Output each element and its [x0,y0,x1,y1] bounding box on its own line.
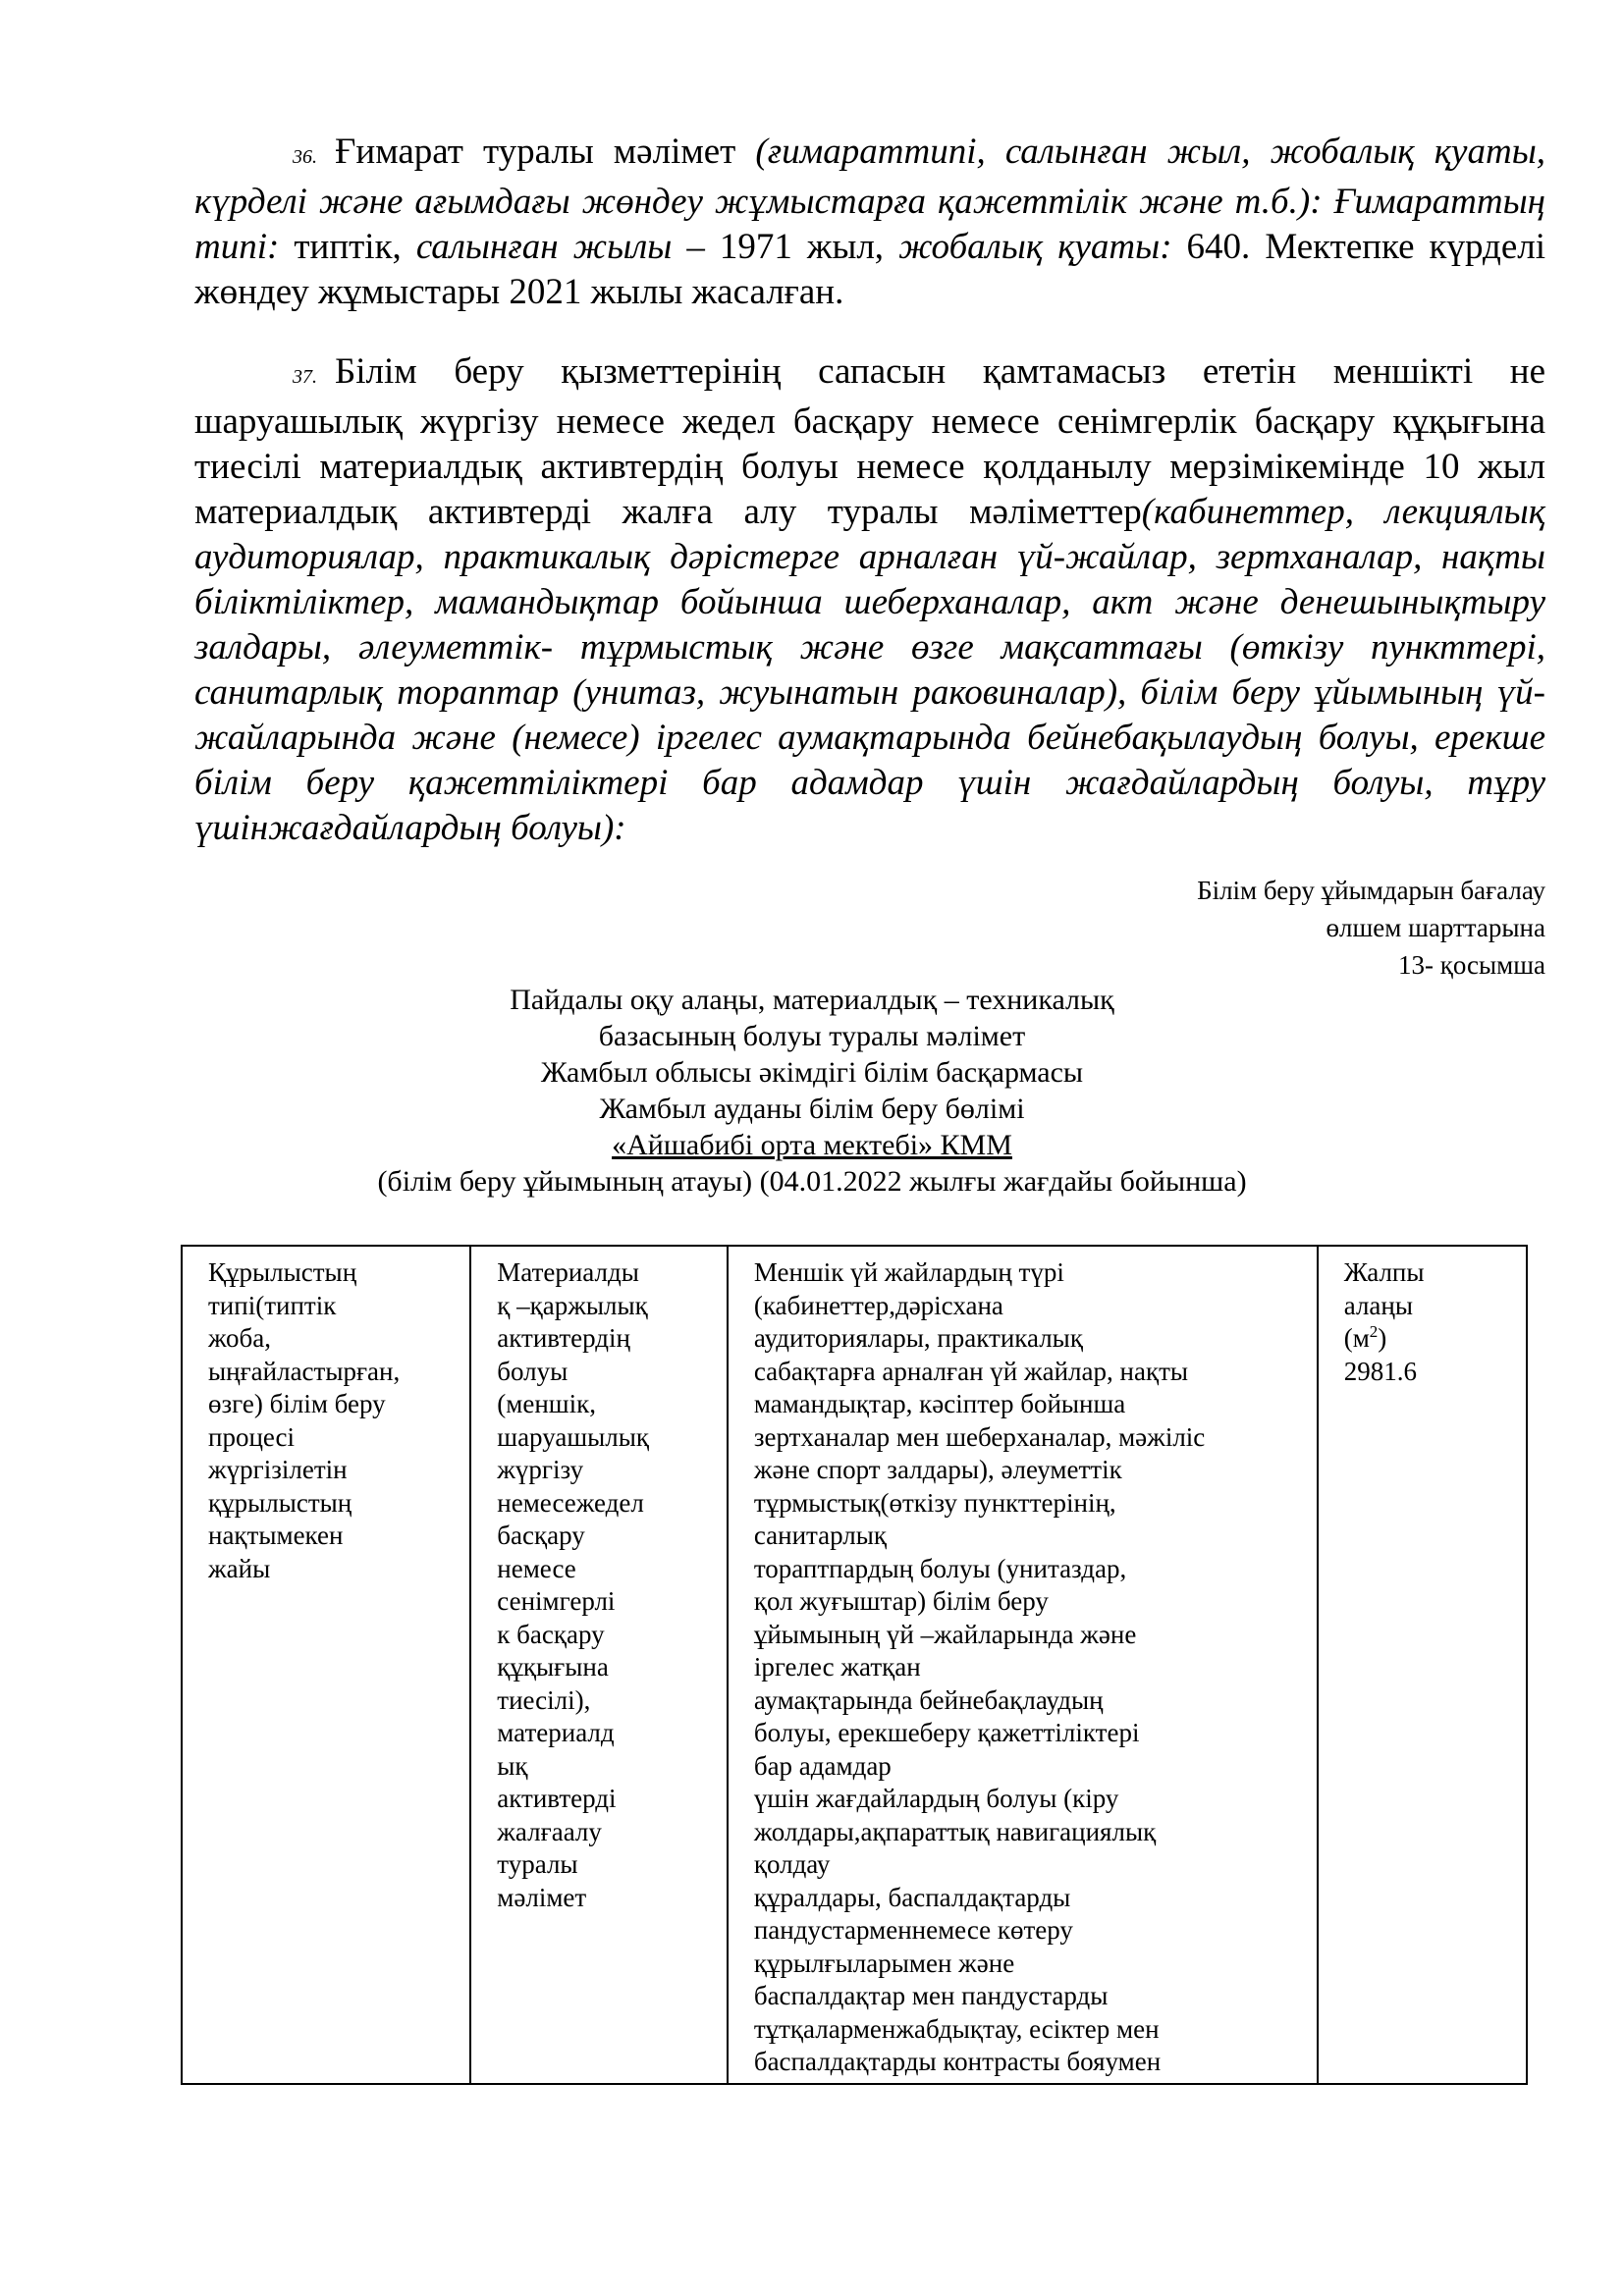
paragraph-number: 36. [293,146,317,168]
cell-line: Материалды [497,1257,639,1287]
cell-line: немесе [497,1553,576,1583]
text-italic: жобалық қуаты: [898,227,1172,267]
cell-line: жүргізу [497,1455,584,1484]
cell-line: материалд [497,1718,615,1747]
cell-line: тұтқаларменжабдықтау, есіктер мен [753,2013,1160,2044]
appendix-line: 13- қосымша [1397,950,1545,980]
unit-superscript: 2 [1369,1322,1379,1341]
cell-line: мамандықтар, кәсіптер бойынша [753,1389,1126,1418]
text-italic: (ғимараттипі, салынған жыл, жобалық қуаты, күрделі және ағымдағы жөндеу жұмыстарға қажеттілік және т.б.): Ғимараттың типі: [194,132,1546,267]
cell-line: басқару [497,1521,585,1550]
cell-line: типі(типтік [208,1290,337,1320]
cell-line: қ –қаржылық [497,1290,648,1320]
cell-line: (кабинеттер,дәрісхана [753,1290,1003,1320]
cell-line: Жалпы [1343,1257,1425,1287]
facilities-table [181,1245,1528,2085]
cell-line: және спорт залдары), әлеуметтік [753,1455,1122,1484]
appendix-line: өлшем шарттарына [1326,913,1545,942]
cell-line: қолдау [753,1849,831,1879]
cell-line: іргелес жатқан [753,1652,921,1682]
cell-line: жоба, [208,1323,271,1353]
table-cell-asset-ownership [470,1246,728,2084]
text: – 1971 жыл, [672,227,899,267]
appendix-line: Білім беру ұйымдарын бағалау [1197,876,1545,905]
title-line: Жамбыл облысы әкімдігі білім басқармасы [540,1056,1084,1089]
cell-line: аудиториялары, практикалық [753,1323,1083,1353]
cell-line: шаруашылық [497,1421,649,1452]
cell-line: бар адамдар [753,1750,892,1781]
cell-line: активтердің [497,1323,630,1353]
cell-line: құрылғыларымен және [753,1948,1015,1978]
text-italic: салынған жылы [415,227,673,267]
appendix-reference [1197,872,1545,984]
text: Ғимарат туралы мәлімет [335,132,756,172]
cell-line: мәлімет [497,1882,587,1912]
cell-line: жүргізілетін [208,1455,348,1484]
title-line: Жамбыл ауданы білім беру бөлімі [599,1093,1025,1125]
cell-line: (меншік, [497,1389,596,1418]
paragraph-36 [194,130,1545,315]
cell-line: болуы, ерекшеберу қажеттіліктері [753,1718,1140,1747]
cell-line: құралдары, баспалдақтарды [753,1882,1071,1912]
cell-line: жайы [208,1553,271,1583]
text: типтік, [279,227,416,267]
cell-line: құрылыстың [208,1487,352,1518]
paragraph-37 [194,349,1545,851]
table-cell-premises-type [728,1246,1318,2084]
cell-line: санитарлық [753,1521,888,1550]
cell-line: тұрмыстық(өткізу пункттерінің, [753,1487,1116,1518]
cell-line: сабақтарға арналған үй жайлар, нақты [753,1356,1189,1386]
cell-line: құқығына [497,1652,609,1682]
document-title [0,982,1624,1200]
cell-line: пандустарменнемесе көтеру [753,1915,1073,1945]
cell-line: баспалдақтар мен пандустарды [753,1981,1109,2010]
cell-line: туралы [497,1849,578,1879]
cell-line: Құрылыстың [208,1257,357,1287]
unit-text: ) [1378,1323,1387,1353]
cell-line: ыңғайластырған, [208,1356,401,1386]
cell-line: нақтымекен [208,1521,344,1550]
table-row [182,1246,1527,2084]
paragraph-number: 37. [293,366,317,388]
title-line: базасының болуы туралы мәлімет [598,1020,1026,1052]
unit-text: (м [1343,1323,1370,1353]
cell-line: процесі [208,1421,296,1452]
cell-line: алаңы [1343,1290,1413,1320]
text: Білім беру қызметтерінің сапасын қамтамасыз ететін меншікті не шаруашылық жүргізу немесе жедел басқару немесе сенімгерлік басқару құқығына тиесілі материалдық активтердің болуы немесе қолданылу мерзімікемінде 10 жыл материалдық активтерді жалға алу туралы мәліметтер [194,351,1545,532]
organization-name: «Айшабибі орта мектебі» КММ [612,1129,1012,1161]
title-line: (білім беру ұйымының атауы) (04.01.2022 жылғы жағдайы бойынша) [377,1165,1247,1198]
cell-line: зертханалар мен шеберханалар, мәжіліс [753,1421,1206,1452]
cell-line: ұйымының үй –жайларында және [753,1619,1137,1649]
cell-line: жалғаалу [497,1816,602,1846]
table-cell-construction-type [182,1246,470,2084]
cell-line: өзге) білім беру [208,1389,386,1418]
text-italic: (кабинеттер, лекциялық аудиториялар, практикалық дәрістерге арналған үй-жайлар, зертханалар, нақты біліктіліктер, мамандықтар бойынша шеберханалар, акт және денешынықтыру залдары, әлеуметтік- тұрмыстық және өзге мақсаттағы (өткізу пункттері, санитарлық тораптар (унитаз, жуынатын раковиналар), білім беру ұйымының үй-жайларында және (немесе) іргелес аумақтарында бейнебақылаудың болуы, ерекше білім беру қажеттіліктері бар адамдар үшін жағдайлардың болуы, тұру үшінжағдайлардың болуы): [194,492,1546,848]
cell-line: к басқару [497,1619,605,1649]
area-value: 2981.6 [1343,1356,1417,1386]
cell-line: Меншік үй жайлардың түрі [753,1257,1064,1287]
area-unit [1344,1322,1516,1356]
cell-line: сенімгерлі [497,1586,616,1616]
cell-line: жолдары,ақпараттық навигациялық [753,1816,1157,1846]
text: 640. Мектепке күрделі жөндеу жұмыстары 2021 жылы жасалған. [194,227,1546,312]
cell-line: немесежедел [497,1487,644,1518]
cell-line: қол жуғыштар) білім беру [753,1586,1049,1616]
cell-line: болуы [497,1356,568,1386]
cell-line: активтерді [497,1784,617,1813]
cell-line: тораптпардың болуы (унитаздар, [753,1553,1127,1583]
table-cell-total-area [1318,1246,1527,2084]
cell-line: ық [497,1750,528,1781]
cell-line: тиесілі), [497,1684,591,1715]
title-line: Пайдалы оқу алаңы, материалдық – техникалық [510,984,1114,1016]
cell-line: аумақтарында бейнебақлаудың [753,1684,1104,1715]
cell-line: баспалдақтарды контрасты бояумен [753,2047,1162,2076]
cell-line: үшін жағдайлардың болуы (кіру [753,1784,1119,1813]
